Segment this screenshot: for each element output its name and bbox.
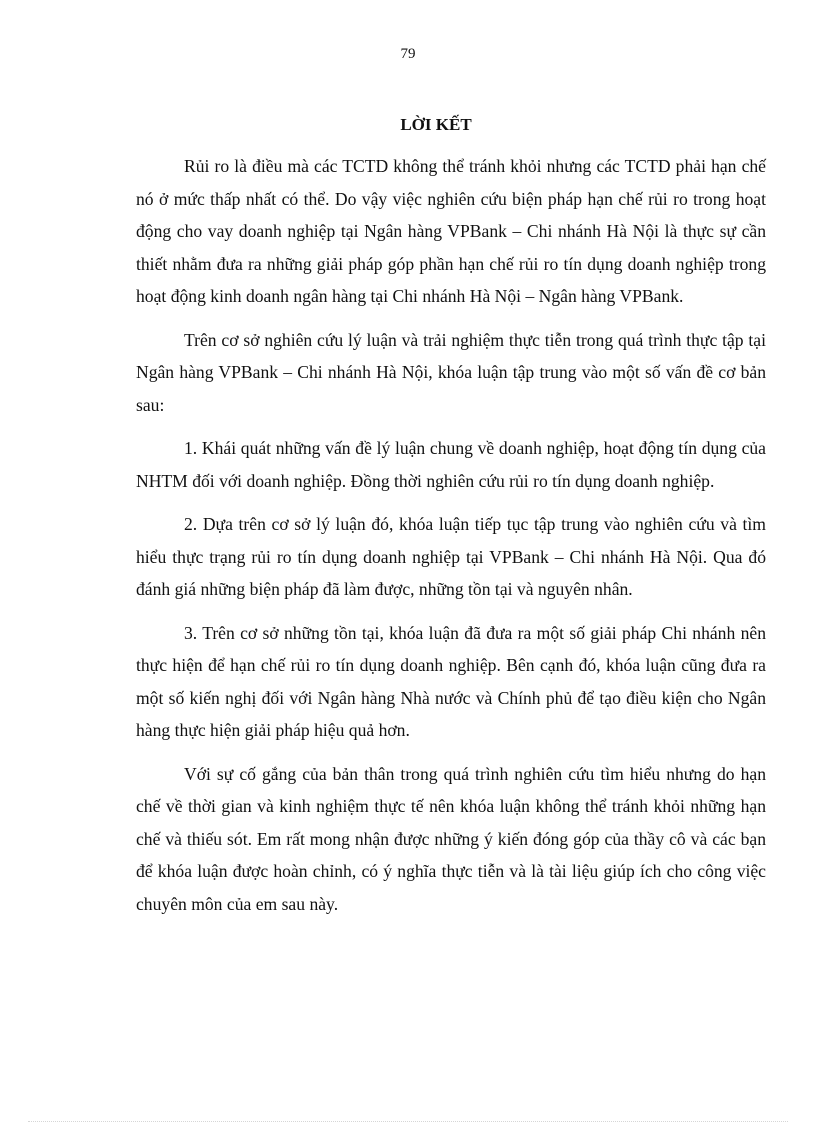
paragraph-point-2: 2. Dựa trên cơ sở lý luận đó, khóa luận tiếp tục tập trung vào nghiên cứu và tìm hiểu thực trạng rủi ro tín dụng doanh nghiệp tại VPBank – Chi nhánh Hà Nội. Qua đó đánh giá những biện pháp đã làm được, những tồn tại và nguyên nhân. — [136, 514, 766, 599]
paragraph-intro: Rủi ro là điều mà các TCTD không thể tránh khỏi nhưng các TCTD phải hạn chế nó ở mức thấp nhất có thể. Do vậy việc nghiên cứu biện pháp hạn chế rủi ro trong hoạt động cho vay doanh nghiệp tại Ngân hàng VPBank – Chi nhánh Hà Nội là thực sự cần thiết nhằm đưa ra những giải pháp góp phần hạn chế rủi ro tín dụng doanh nghiệp trong hoạt động kinh doanh ngân hàng tại Chi nhánh Hà Nội – Ngân hàng VPBank. — [136, 156, 766, 306]
page-bottom-divider — [28, 1121, 788, 1122]
paragraph-point-1: 1. Khái quát những vấn đề lý luận chung về doanh nghiệp, hoạt động tín dụng của NHTM đối với doanh nghiệp. Đồng thời nghiên cứu rủi ro tín dụng doanh nghiệp. — [136, 438, 766, 491]
paragraph-summary: Trên cơ sở nghiên cứu lý luận và trải nghiệm thực tiễn trong quá trình thực tập tại Ngân hàng VPBank – Chi nhánh Hà Nội, khóa luận tập trung vào một số vấn đề cơ bản sau: — [136, 329, 766, 415]
paragraph-closing: Với sự cố gắng của bản thân trong quá trình nghiên cứu tìm hiểu nhưng do hạn chế về thời gian và kinh nghiệm thực tế nên khóa luận không thể tránh khỏi những hạn chế và thiếu sót. Em rất mong nhận được những ý kiến đóng góp của thầy cô và các bạn để khóa luận được hoàn chỉnh, có ý nghĩa thực tiễn và là tài liệu giúp ích cho công việc chuyên môn của em sau này. — [136, 763, 766, 914]
section-heading: LỜI KẾT — [400, 115, 472, 134]
body-text — [136, 150, 766, 931]
page-number: 79 — [400, 46, 416, 62]
paragraph-point-3: 3. Trên cơ sở những tồn tại, khóa luận đã đưa ra một số giải pháp Chi nhánh nên thực hiện để hạn chế rủi ro tín dụng doanh nghiệp. Bên cạnh đó, khóa luận cũng đưa ra một số kiến nghị đối với Ngân hàng Nhà nước và Chính phủ để tạo điều kiện cho Ngân hàng thực hiện giải pháp hiệu quả hơn. — [136, 622, 766, 740]
